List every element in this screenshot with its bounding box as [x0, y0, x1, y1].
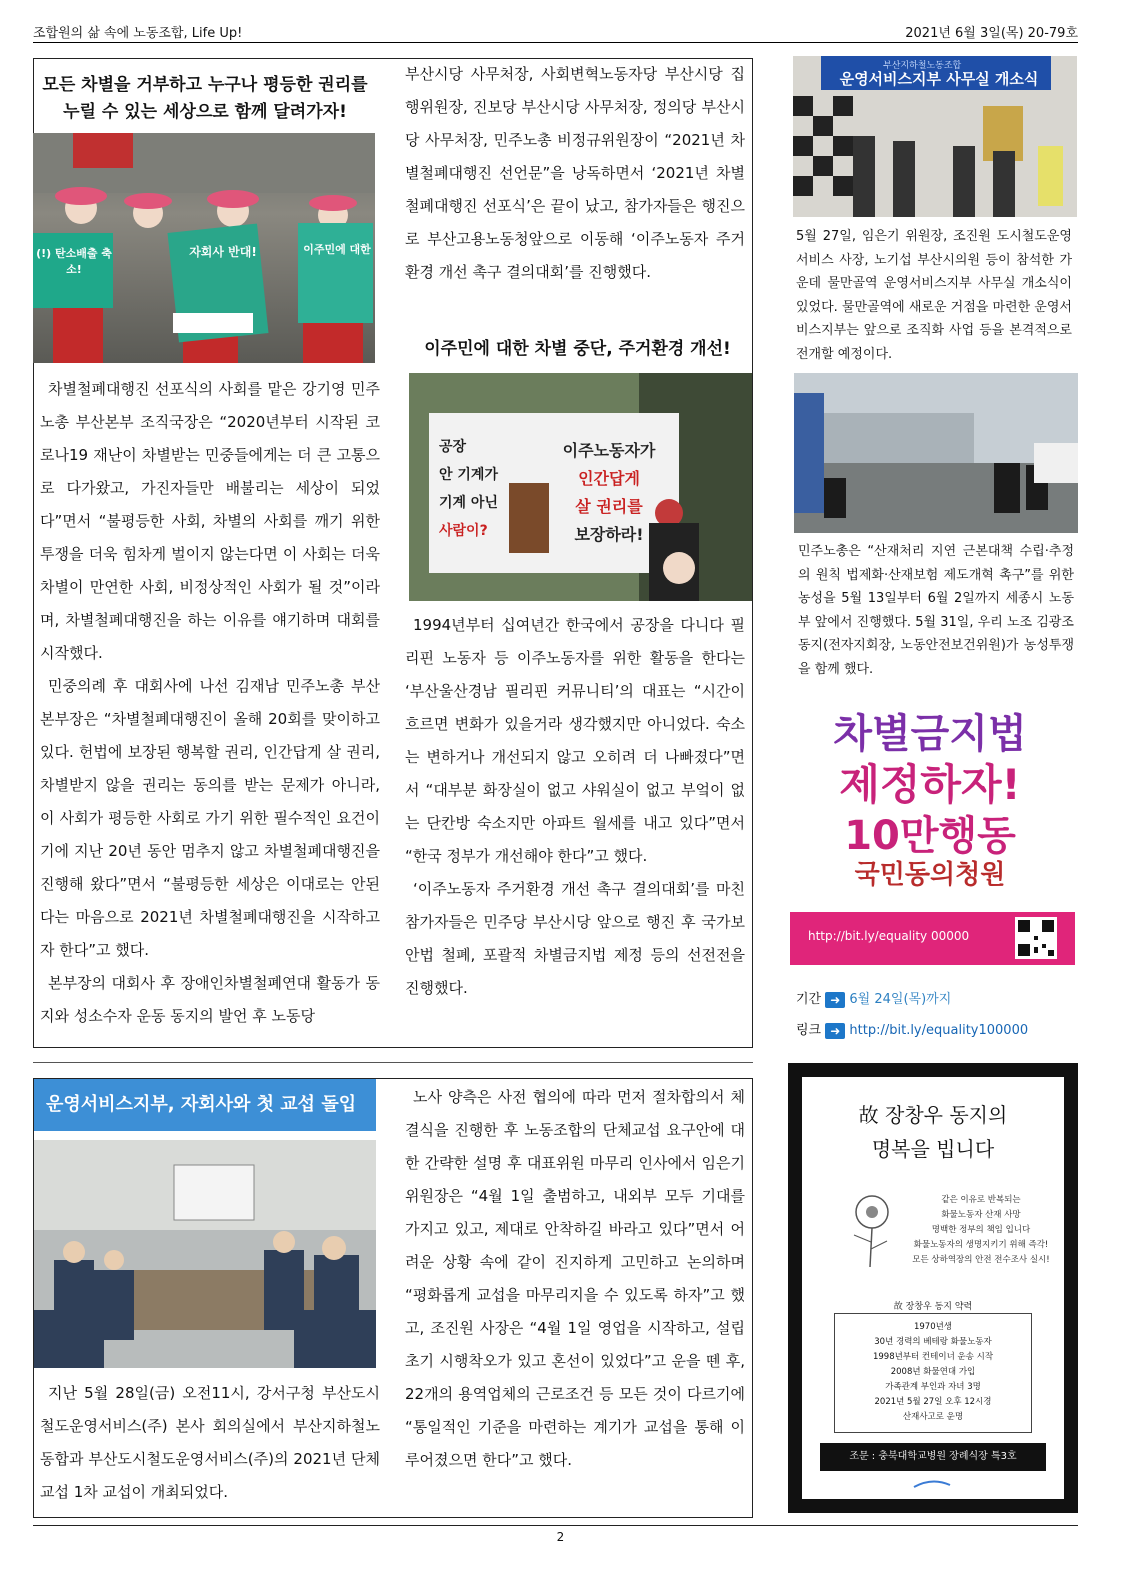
sit-in-photo [794, 373, 1078, 533]
article-2-title: 운영서비스지부, 자회사와 첫 교섭 돌입 [34, 1079, 376, 1131]
march-sign-2: 자회사 반대! [189, 245, 257, 259]
sit-in-caption: 민주노총은 “산재처리 지연 근본대책 수립·추정의 원칙 법제화·산재보험 제도개혁 촉구”를 위한 농성을 5월 13일부터 6월 2일까지 세종시 노동부 앞에서 진행했다. 5월 31일, 우리 노조 김광조 동지(전자지회장, 노동안전보건위원)가 농성투쟁을 함께 했다. [798, 544, 1074, 677]
article-2-col2-p1: 노사 양측은 사전 협의에 따라 먼저 절차합의서 체결식을 진행한 후 노동조합의 단체교섭 요구안에 대한 간략한 설명 후 대표위원 마무리 인사에서 임은기 위원장은 “4월 1일 출범하고, 내외부 모두 기대를 가지고 있고, 제대로 안착하길 바라고 있다”면서 어려운 상황 속에 같이 진지하게 고민하고 논의하며 “평화롭게 교섭을 마무리지을 수 있도록 하자”고 했고, 조진원 사장은 “4월 1일 영업을 시작하고, 설립초기 시행착오가 있고 혼선이 있었다”고 운을 뗀 후, 22개의 용역업체의 근로조건 등 모든 것이 다르기에 “통일적인 기준을 마련하는 계기가 교섭을 통해 이루어졌으면 한다”고 했다. [405, 1088, 745, 1469]
article-2-col1-p1: 지난 5월 28일(금) 오전11시, 강서구청 부산도시철도운영서비스(주) 본사 회의실에서 부산지하철노동합과 부산도시철도운영서비스(주)의 2021년 단체교섭 1차 교섭이 개최되었다. [40, 1384, 380, 1501]
bargaining-meeting-photo [34, 1140, 376, 1368]
memorial-title-1: 故 장창우 동지의 [858, 1103, 1008, 1127]
protest-sign-right-text: 이주노동자가 인간답게 살 권리를 보장하라! [562, 441, 656, 544]
march-sign-3: 이주민에 대한 [303, 243, 371, 256]
memorial-footer: 조문 : 충북대학교병원 장례식장 특3호 [820, 1443, 1046, 1471]
article-2-col2 [405, 1081, 745, 1477]
office-banner: 운영서비스지부 사무실 개소식 [839, 70, 1039, 88]
article-2-col1 [40, 1377, 380, 1509]
qr-code-icon [1015, 917, 1057, 959]
memorial-bio-box: 1970년생 30년 경력의 베테랑 화물노동자 1998년부터 컨테이너 운송 시작 2008년 화물연대 가입 가족관계 부인과 자녀 3명 2021년 5월 27일 오후 12시경 산재사고로 운명 [834, 1313, 1032, 1433]
office-banner-small: 부산지하철노동조합 [883, 61, 962, 71]
arrow-right-icon: ➜ [825, 1023, 845, 1039]
poster-title-line4: 국민동의청원 [854, 860, 1006, 890]
article-1-title: 모든 차별을 거부하고 누구나 평등한 권리를 누릴 수 있는 세상으로 함께 달려가자! [42, 75, 368, 122]
header-title: 조합원의 삶 속에 노동조합, Life Up! [33, 26, 243, 41]
memorial-bio-heading: 故 장창우 동지 약력 [893, 1302, 973, 1312]
period-label: 기간 [796, 992, 822, 1007]
poster-url: http://bit.ly/equality 00000 [808, 929, 970, 943]
sit-in-illustration [794, 373, 1078, 533]
office-opening-caption: 5월 27일, 임은기 위원장, 조진원 도시철도운영서비스 사장, 노기섭 부산시의원 등이 참석한 가운데 물만골역 운영서비스지부 사무실 개소식이 있었다. 물만골역에 새로운 거점을 마련한 운영서비스지부는 앞으로 조직화 사업 등을 본격적으로 전개할 예정이다. [796, 229, 1072, 362]
article-1-col1-p1: 차별철폐대행진 선포식의 사회를 맡은 강기영 민주노총 부산본부 조직국장은 “2020년부터 시작된 코로나19 재난이 차별받는 민중들에게는 더 큰 고통으로 다가왔고, 가진자들만 배불리는 세상이 되었다”면서 “불평등한 사회, 차별의 사회를 깨기 위한 투쟁을 더욱 힘차게 벌이지 않는다면 이 사회는 더욱 차별이 만연한 사회, 비정상적인 사회가 될 것”이라며, 차별철폐대행진을 하는 이유를 얘기하며 대회를 시작했다. [40, 380, 380, 662]
footer-line [33, 1525, 1078, 1526]
link-row [796, 1019, 1076, 1039]
memorial-title-2: 명복을 빕니다 [871, 1137, 995, 1161]
march-sign-1: (!) 탄소배출 축소! [36, 247, 112, 276]
header-date-issue: 2021년 6월 3일(목) 20-79호 [905, 26, 1078, 41]
page-header [33, 20, 1078, 43]
cargo-union-logo-icon [912, 1477, 952, 1493]
meeting-photo-illustration [34, 1140, 376, 1368]
article-1-col1 [40, 373, 380, 1033]
page-number: 2 [556, 1530, 565, 1544]
period-value: 6월 24일(목)까지 [849, 992, 952, 1007]
article-1-subtitle: 이주민에 대한 차별 중단, 주거환경 개선! [424, 339, 731, 359]
link-label: 링크 [796, 1023, 822, 1038]
period-row [796, 988, 1076, 1008]
protest-sign-left-text: 공장 안 기계가 기계 아닌 사람이? [439, 439, 498, 539]
article-1-col2-p2: 1994년부터 십여년간 한국에서 공장을 다니다 필리핀 노동자 등 이주노동자를 위한 활동을 한다는 ‘부산울산경남 필리핀 커뮤니티’의 대표는 “시간이 흐르면 변화가 있을거라 생각했지만 아니었다. 숙소는 변하거나 개선되지 않고 오히려 더 나빠졌다”면서 “대부분 화장실이 없고 샤워실이 없고 부엌이 없는 단칸방 숙소지만 아파트 월세를 내고 있다”면서 “한국 정부가 개선해야 한다”고 했다. [405, 616, 745, 865]
memorial-notice [788, 1063, 1078, 1513]
equality-law-poster [790, 690, 1075, 975]
march-photo [33, 133, 375, 363]
protest-sign-photo [409, 373, 752, 601]
poster-url-bar [790, 912, 1075, 965]
article-1-col2-p3: ‘이주노동자 주거환경 개선 촉구 결의대회’를 마친 참가자들은 민주당 부산시당 앞으로 행진 후 국가보안법 철폐, 포괄적 차별금지법 제정 등의 선전전을 진행했다. [405, 880, 745, 997]
article-1-col2-bottom [405, 609, 745, 1005]
poster-title-line1: 차별금지법 [833, 711, 1027, 757]
article-1-col1-p3: 본부장의 대회사 후 장애인차별철폐연대 활동가 동지와 성소수자 운동 동지의 발언 후 노동당 [40, 974, 380, 1025]
memorial-message: 같은 이유로 반복되는 화물노동자 산재 사망 명백한 정부의 책임 입니다 화물노동자의 생명지키기 위해 즉각! 모든 상하역장의 안전 전수조사 실시! [912, 1195, 1050, 1265]
office-opening-photo [793, 56, 1077, 217]
poster-title-line3: 10만행동 [844, 813, 1016, 859]
article-1-col2-p1: 부산시당 사무처장, 사회변혁노동자당 부산시당 집행위원장, 진보당 부산시당 사무처장, 정의당 부산시당 사무처장, 민주노총 비정규위원장이 “2021년 차별철폐대행진 선언문”을 낭독하면서 ‘2021년 차별철폐대행진 선포식’은 끝이 났고, 참가자들은 행진으로 부산고용노동청앞으로 이동해 ‘이주노동자 주거환경 개선 촉구 결의대회’를 진행했다. [405, 65, 745, 281]
chrysanthemum-icon [842, 1187, 902, 1267]
petition-link[interactable]: http://bit.ly/equality100000 [849, 1023, 1029, 1038]
article-1-col2-top [405, 58, 745, 289]
arrow-right-icon: ➜ [825, 992, 845, 1008]
article-separator [33, 1062, 753, 1063]
article-1-col1-p2: 민중의례 후 대회사에 나선 김재남 민주노총 부산본부장은 “차별철폐대행진이 올해 20회를 맞이하고 있다. 헌법에 보장된 행복할 권리, 인간답게 살 권리, 차별받지 않을 권리는 동의를 받는 문제가 아니라, 이 사회가 평등한 사회로 가기 위한 필수적인 요건이기에 지난 20년 동안 멈추지 않고 차별철폐대행진을 진행해 왔다”면서 “불평등한 세상은 이대로는 안된다는 마음으로 2021년 차별철폐대행진을 시작하고자 한다”고 했다. [40, 677, 380, 959]
poster-title-line2: 제정하자! [839, 760, 1021, 809]
